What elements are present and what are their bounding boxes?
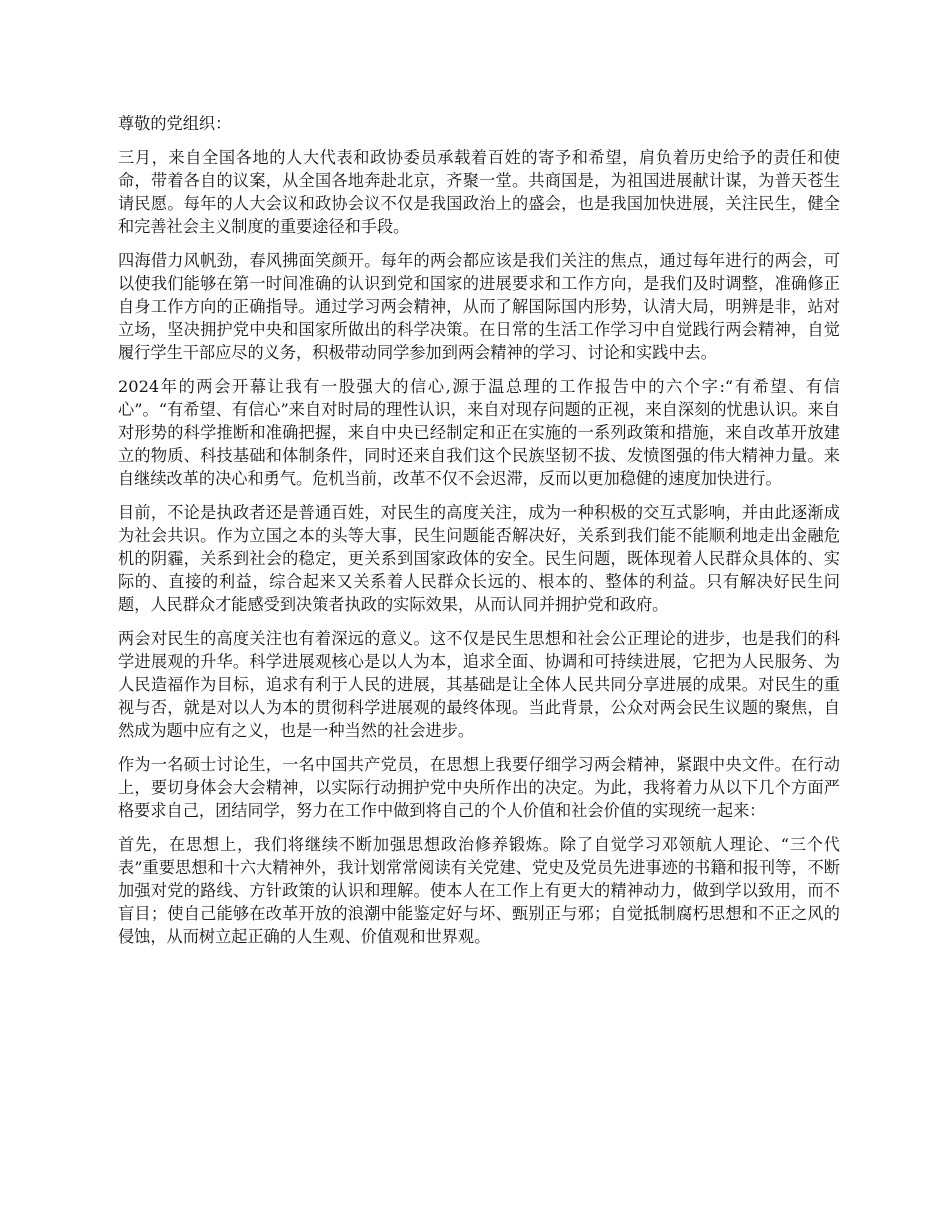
- paragraph-5: 两会对民生的高度关注也有着深远的意义。这不仅是民生思想和社会公正理论的进步，也是我们的科学进展观的升华。科学进展观核心是以人为本，追求全面、协调和可持续进展，它把为人民服务、为人民造福作为目标，追求有利于人民的进展，其基础是让全体人民共同分享进展的成果。对民生的重视与否，就是对以人为本的贯彻科学进展观的最终体现。当此背景，公众对两会民生议题的聚焦，自然成为题中应有之义，也是一种当然的社会进步。: [118, 629, 840, 740]
- paragraph-3: 2024年的两会开幕让我有一股强大的信心,源于温总理的工作报告中的六个字:“有希望、有信心”。“有希望、有信心”来自对时局的理性认识，来自对现存问题的正视，来自深刻的忧患认识。来自对形势的科学推断和准确把握，来自中央已经制定和正在实施的一系列政策和措施，来自改革开放建立的物质、科技基础和体制条件，同时还来自我们这个民族坚韧不拔、发愤图强的伟大精神力量。来自继续改革的决心和勇气。危机当前，改革不仅不会迟滞，反而以更加稳健的速度加快进行。: [118, 377, 840, 488]
- paragraph-4: 目前，不论是执政者还是普通百姓，对民生的高度关注，成为一种积极的交互式影响，并由此逐渐成为社会共识。作为立国之本的头等大事，民生问题能否解决好，关系到我们能不能顺利地走出金融危机的阴霾，关系到社会的稳定，更关系到国家政体的安全。民生问题，既体现着人民群众具体的、实际的、直接的利益，综合起来又关系着人民群众长远的、根本的、整体的利益。只有解决好民生问题，人民群众才能感受到决策者执政的实际效果，从而认同并拥护党和政府。: [118, 503, 840, 614]
- paragraph-2: 四海借力风帆劲，春风拂面笑颜开。每年的两会都应该是我们关注的焦点，通过每年进行的两会，可以使我们能够在第一时间准确的认识到党和国家的进展要求和工作方向，是我们及时调整，准确修正自身工作方向的正确指导。通过学习两会精神，从而了解国际国内形势，认清大局，明辨是非，站对立场，坚决拥护党中央和国家所做出的科学决策。在日常的生活工作学习中自觉践行两会精神，自觉履行学生干部应尽的义务，积极带动同学参加到两会精神的学习、讨论和实践中去。: [118, 251, 840, 362]
- letter-body: [118, 112, 840, 959]
- paragraph-7: 首先，在思想上，我们将继续不断加强思想政治修养锻炼。除了自觉学习邓领航人理论、“三个代表”重要思想和十六大精神外，我计划常常阅读有关党建、党史及党员先进事迹的书籍和报刊等，不断加强对党的路线、方针政策的认识和理解。使本人在工作上有更大的精神动力，做到学以致用，而不盲目；使自己能够在改革开放的浪潮中能鉴定好与坏、甄别正与邪；自觉抵制腐朽思想和不正之风的侵蚀，从而树立起正确的人生观、价值观和世界观。: [118, 835, 840, 946]
- paragraph-6: 作为一名硕士讨论生，一名中国共产党员，在思想上我要仔细学习两会精神，紧跟中央文件。在行动上，要切身体会大会精神，以实际行动拥护党中央所作出的决定。为此，我将着力从以下几个方面严格要求自己，团结同学，努力在工作中做到将自己的个人价值和社会价值的实现统一起来：: [118, 755, 840, 820]
- salutation: 尊敬的党组织：: [118, 114, 232, 133]
- paragraph-1: 三月，来自全国各地的人大代表和政协委员承载着百姓的寄予和希望，肩负着历史给予的责任和使命，带着各自的议案，从全国各地奔赴北京，齐聚一堂。共商国是，为祖国进展献计谋，为普天苍生请民愿。每年的人大会议和政协会议不仅是我国政治上的盛会，也是我国加快进展，关注民生，健全和完善社会主义制度的重要途径和手段。: [118, 148, 840, 236]
